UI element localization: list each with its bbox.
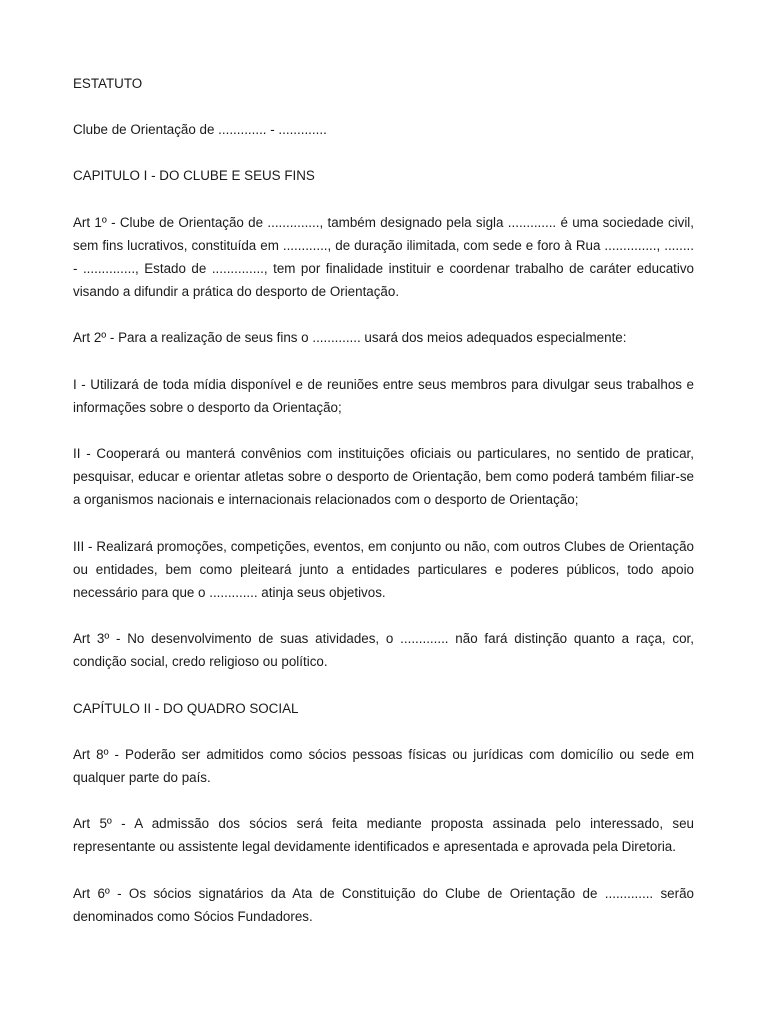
article-8: Art 8º - Poderão ser admitidos como sócios pessoas físicas ou jurídicas com domicílio ou sede em qualquer parte do país. bbox=[73, 746, 694, 786]
chapter-1-heading: CAPITULO I - DO CLUBE E SEUS FINS bbox=[73, 168, 315, 184]
document-title: ESTATUTO bbox=[73, 76, 143, 91]
article-6: Art 6º - Os sócios signatários da Ata de Constituição do Clube de Orientação de ............. serão denominados como Sócios Fundadores. bbox=[73, 885, 694, 924]
article-3: Art 3º - No desenvolvimento de suas atividades, o ............. não fará distinção quanto a raça, cor, condição social, credo religioso ou político. bbox=[73, 631, 694, 670]
club-name-line: Clube de Orientação de ............. - ............. bbox=[73, 122, 327, 138]
article-2: Art 2º - Para a realização de seus fins o ............. usará dos meios adequados especialmente: bbox=[73, 330, 627, 346]
article-2-item-iii: III - Realizará promoções, competições, eventos, em conjunto ou não, com outros Clubes de Orientação ou entidades, bem como pleiteará junto a entidades particulares e poderes públicos, todo apoio necessário para que o ............. atinja seus objetivos. bbox=[73, 538, 694, 601]
chapter-2-heading: CAPÍTULO II - DO QUADRO SOCIAL bbox=[73, 700, 299, 716]
article-5: Art 5º - A admissão dos sócios será feita mediante proposta assinada pelo interessado, seu representante ou assistente legal devidamente identificados e apresentada e aprovada pela Diretoria. bbox=[73, 816, 694, 855]
article-2-item-ii: II - Cooperará ou manterá convênios com instituições oficiais ou particulares, no sentido de praticar, pesquisar, educar e orientar atletas sobre o desporto de Orientação, bem como poderá também filiar-se a organismos nacionais e internacionais relacionados com o desporto de Orientação; bbox=[73, 446, 694, 508]
document-body bbox=[73, 72, 694, 951]
article-1: Art 1º - Clube de Orientação de .............., também designado pela sigla ............. é uma sociedade civil, sem fins lucrativos, constituída em ............, de duração ilimitada, com sede e foro à Rua .............., ........ - .............., Estado de .............., tem por finalidade instituir e coordenar trabalho de caráter educativo visando a difundir a prática do desporto de Orientação. bbox=[73, 214, 694, 300]
article-2-item-i: I - Utilizará de toda mídia disponível e de reuniões entre seus membros para divulgar seus trabalhos e informações sobre o desporto da Orientação; bbox=[73, 376, 694, 415]
